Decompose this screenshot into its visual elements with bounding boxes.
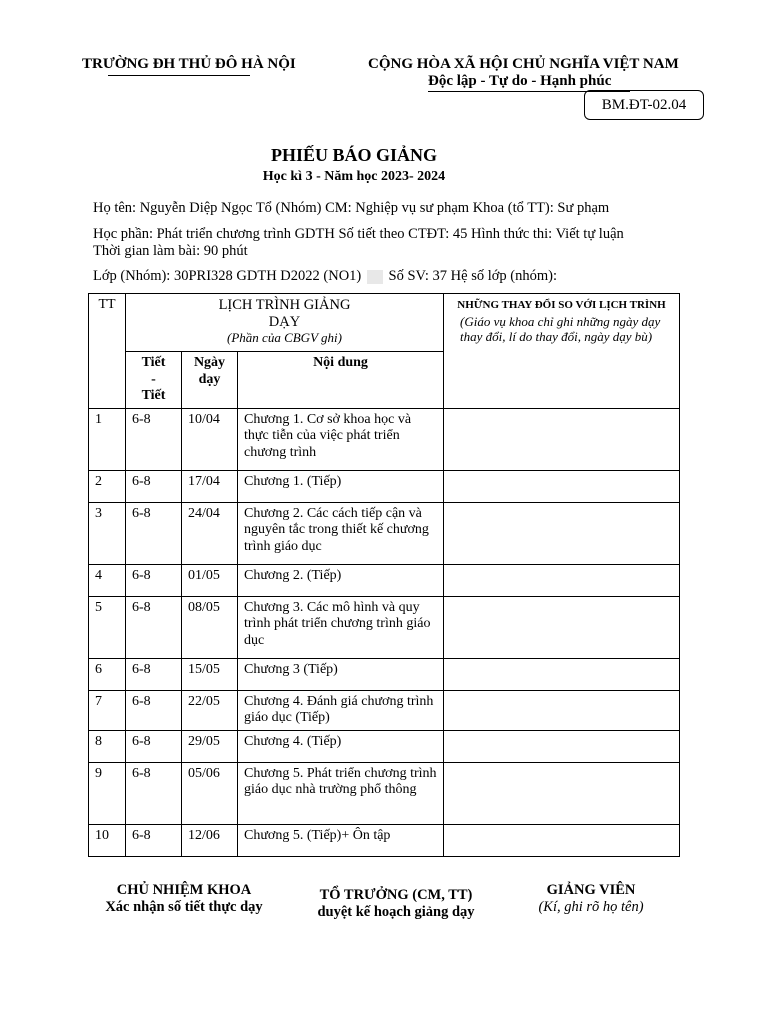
row-content: Chương 1. (Tiếp)	[238, 470, 444, 502]
col-period-label-3: Tiết	[141, 388, 166, 403]
table-header-row	[89, 294, 680, 352]
row-period: 6-8	[126, 658, 182, 690]
row-period: 6-8	[126, 564, 182, 596]
col-date-label-1: Ngày	[193, 355, 226, 370]
row-tt: 6	[89, 658, 126, 690]
school-underline	[108, 75, 250, 76]
row-change	[444, 596, 680, 658]
row-content: Chương 3 (Tiếp)	[238, 658, 444, 690]
signature-head	[298, 887, 494, 921]
col-tt-header: TT	[89, 294, 126, 409]
form-code-badge: BM.ĐT-02.04	[584, 90, 704, 120]
table-row	[89, 470, 680, 502]
col-period-label-2: -	[151, 371, 156, 387]
dean-note: Xác nhận số tiết thực dạy	[105, 899, 263, 915]
row-change	[444, 690, 680, 730]
lecturer-role: GIẢNG VIÊN	[546, 882, 636, 898]
row-date: 01/05	[182, 564, 238, 596]
info-line-lecturer: Họ tên: Nguyễn Diệp Ngọc Tổ (Nhóm) CM: Nghiệp vụ sư phạm Khoa (tổ TT): Sư phạm	[93, 200, 610, 216]
row-content: Chương 2. (Tiếp)	[238, 564, 444, 596]
row-period: 6-8	[126, 762, 182, 824]
table-row	[89, 762, 680, 824]
row-date: 15/05	[182, 658, 238, 690]
row-date: 29/05	[182, 730, 238, 762]
info-line-duration: Thời gian làm bài: 90 phút	[93, 243, 248, 259]
row-period: 6-8	[126, 690, 182, 730]
row-change	[444, 408, 680, 470]
highlight-box	[367, 270, 383, 284]
signature-lecturer	[520, 882, 662, 916]
row-tt: 2	[89, 470, 126, 502]
col-date-header	[182, 352, 238, 409]
row-date: 22/05	[182, 690, 238, 730]
changes-note: (Giáo vụ khoa chỉ ghi những ngày dạy thay đổi, lí do thay đổi, ngày dạy bù)	[460, 313, 661, 344]
row-content: Chương 2. Các cách tiếp cận và nguyên tắc trong thiết kế chương trình giáo dục	[238, 502, 444, 564]
lecturer-note: (Kí, ghi rõ họ tên)	[538, 899, 644, 915]
row-content: Chương 5. Phát triển chương trình giáo dục nhà trường phổ thông	[238, 762, 444, 824]
row-tt: 10	[89, 824, 126, 856]
row-content: Chương 4. Đánh giá chương trình giáo dục (Tiếp)	[238, 690, 444, 730]
row-content: Chương 5. (Tiếp)+ Ôn tập	[238, 824, 444, 856]
table-row	[89, 408, 680, 470]
dean-role: CHỦ NHIỆM KHOA	[116, 882, 252, 898]
school-name: TRƯỜNG ĐH THỦ ĐÔ HÀ NỘI	[82, 56, 296, 72]
row-period: 6-8	[126, 502, 182, 564]
row-change	[444, 470, 680, 502]
col-period-label-1: Tiết	[141, 355, 166, 370]
schedule-heading-cell	[126, 294, 444, 352]
document-title: PHIẾU BÁO GIẢNG	[270, 145, 438, 165]
row-content: Chương 1. Cơ sở khoa học và thực tiễn của việc phát triển chương trình	[238, 408, 444, 470]
table-row	[89, 690, 680, 730]
row-date: 24/04	[182, 502, 238, 564]
row-period: 6-8	[126, 730, 182, 762]
schedule-heading-line2: DẠY	[268, 313, 301, 330]
nation-name: CỘNG HÒA XÃ HỘI CHỦ NGHĨA VIỆT NAM	[368, 56, 679, 72]
row-change	[444, 658, 680, 690]
schedule-rows	[89, 408, 680, 856]
motto: Độc lập - Tự do - Hạnh phúc	[428, 73, 612, 89]
changes-heading-cell	[444, 294, 680, 409]
row-date: 10/04	[182, 408, 238, 470]
row-date: 08/05	[182, 596, 238, 658]
head-role: TỔ TRƯỞNG (CM, TT)	[319, 887, 473, 903]
row-tt: 1	[89, 408, 126, 470]
row-period: 6-8	[126, 824, 182, 856]
table-row	[89, 564, 680, 596]
row-tt: 3	[89, 502, 126, 564]
row-date: 12/06	[182, 824, 238, 856]
head-note: duyệt kế hoạch giảng dạy	[317, 904, 475, 920]
row-change	[444, 564, 680, 596]
row-date: 17/04	[182, 470, 238, 502]
row-tt: 5	[89, 596, 126, 658]
row-change	[444, 730, 680, 762]
schedule-note: (Phần của CBGV ghi)	[227, 330, 342, 345]
row-content: Chương 4. (Tiếp)	[238, 730, 444, 762]
col-date-label-2: dạy	[198, 371, 221, 387]
table-row	[89, 730, 680, 762]
class-name: Lớp (Nhóm): 30PRI328 GDTH D2022 (NO1)	[93, 268, 362, 284]
row-change	[444, 824, 680, 856]
row-content: Chương 3. Các mô hình và quy trình phát triển chương trình giáo dục	[238, 596, 444, 658]
table-row	[89, 596, 680, 658]
row-tt: 9	[89, 762, 126, 824]
row-change	[444, 502, 680, 564]
changes-heading: NHỮNG THAY ĐỔI SO VỚI LỊCH TRÌNH	[457, 299, 666, 311]
info-line-course: Học phần: Phát triển chương trình GDTH Số tiết theo CTĐT: 45 Hình thức thi: Viết tự luận	[93, 226, 624, 242]
info-line-class	[93, 268, 557, 285]
document-subtitle: Học kì 3 - Năm học 2023- 2024	[262, 169, 446, 184]
table-row	[89, 502, 680, 564]
signature-dean	[96, 882, 272, 916]
table-row	[89, 658, 680, 690]
schedule-table	[88, 293, 680, 857]
row-tt: 7	[89, 690, 126, 730]
col-content-header: Nội dung	[238, 352, 444, 409]
row-period: 6-8	[126, 470, 182, 502]
row-tt: 4	[89, 564, 126, 596]
row-change	[444, 762, 680, 824]
schedule-heading-line1: LỊCH TRÌNH GIẢNG	[218, 297, 351, 313]
row-date: 05/06	[182, 762, 238, 824]
row-period: 6-8	[126, 408, 182, 470]
row-period: 6-8	[126, 596, 182, 658]
col-period-header	[126, 352, 182, 409]
row-tt: 8	[89, 730, 126, 762]
class-stats: Số SV: 37 Hệ số lớp (nhóm):	[388, 268, 558, 284]
table-row	[89, 824, 680, 856]
